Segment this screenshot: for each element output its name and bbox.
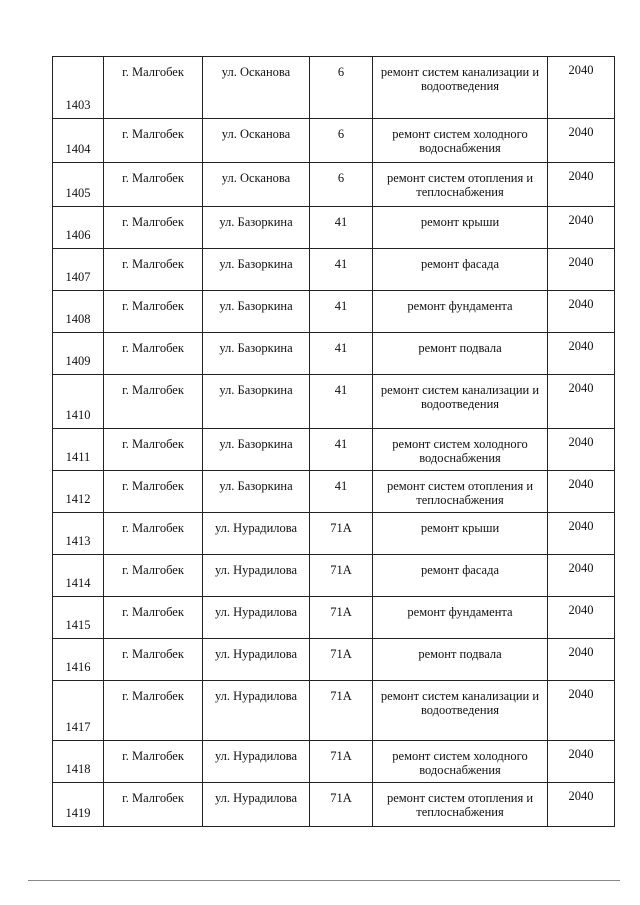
- house-number-cell: 41: [310, 333, 373, 375]
- row-number: 1419: [53, 783, 104, 827]
- planned-year-cell: 2040: [548, 291, 615, 333]
- street-cell: ул. Базоркина: [203, 471, 310, 513]
- city-cell: г. Малгобек: [104, 57, 203, 119]
- planned-year-cell: 2040: [548, 429, 615, 471]
- street-cell: ул. Осканова: [203, 57, 310, 119]
- table-body: [53, 57, 615, 827]
- house-number-cell: 71А: [310, 741, 373, 783]
- row-number: 1408: [53, 291, 104, 333]
- row-number: 1405: [53, 163, 104, 207]
- row-number: 1409: [53, 333, 104, 375]
- street-cell: ул. Базоркина: [203, 375, 310, 429]
- house-number-cell: 41: [310, 207, 373, 249]
- row-number: 1417: [53, 681, 104, 741]
- work-type-cell: ремонт фасада: [373, 555, 548, 597]
- city-cell: г. Малгобек: [104, 471, 203, 513]
- planned-year-cell: 2040: [548, 555, 615, 597]
- house-number-cell: 41: [310, 249, 373, 291]
- work-type-cell: ремонт крыши: [373, 207, 548, 249]
- city-cell: г. Малгобек: [104, 555, 203, 597]
- row-number: 1406: [53, 207, 104, 249]
- table-row: [53, 741, 615, 783]
- row-number: 1412: [53, 471, 104, 513]
- city-cell: г. Малгобек: [104, 333, 203, 375]
- planned-year-cell: 2040: [548, 119, 615, 163]
- work-type-cell: ремонт подвала: [373, 639, 548, 681]
- city-cell: г. Малгобек: [104, 163, 203, 207]
- table-row: [53, 249, 615, 291]
- planned-year-cell: 2040: [548, 249, 615, 291]
- work-type-cell: ремонт фундамента: [373, 597, 548, 639]
- work-type-cell: ремонт систем отопления и теплоснабжения: [373, 783, 548, 827]
- house-number-cell: 6: [310, 163, 373, 207]
- street-cell: ул. Нурадилова: [203, 681, 310, 741]
- work-type-cell: ремонт фундамента: [373, 291, 548, 333]
- street-cell: ул. Нурадилова: [203, 597, 310, 639]
- street-cell: ул. Базоркина: [203, 291, 310, 333]
- row-number: 1407: [53, 249, 104, 291]
- row-number: 1403: [53, 57, 104, 119]
- table-row: [53, 513, 615, 555]
- planned-year-cell: 2040: [548, 597, 615, 639]
- city-cell: г. Малгобек: [104, 783, 203, 827]
- planned-year-cell: 2040: [548, 741, 615, 783]
- row-number: 1411: [53, 429, 104, 471]
- city-cell: г. Малгобек: [104, 513, 203, 555]
- street-cell: ул. Нурадилова: [203, 639, 310, 681]
- row-number: 1416: [53, 639, 104, 681]
- house-number-cell: 41: [310, 291, 373, 333]
- work-type-cell: ремонт подвала: [373, 333, 548, 375]
- street-cell: ул. Осканова: [203, 163, 310, 207]
- planned-year-cell: 2040: [548, 207, 615, 249]
- row-number: 1414: [53, 555, 104, 597]
- row-number: 1413: [53, 513, 104, 555]
- planned-year-cell: 2040: [548, 639, 615, 681]
- house-number-cell: 71А: [310, 597, 373, 639]
- house-number-cell: 71А: [310, 639, 373, 681]
- table-row: [53, 291, 615, 333]
- repair-schedule-table: [52, 56, 615, 827]
- city-cell: г. Малгобек: [104, 681, 203, 741]
- planned-year-cell: 2040: [548, 375, 615, 429]
- work-type-cell: ремонт систем канализации и водоотведения: [373, 57, 548, 119]
- planned-year-cell: 2040: [548, 783, 615, 827]
- house-number-cell: 71А: [310, 513, 373, 555]
- table-row: [53, 783, 615, 827]
- house-number-cell: 41: [310, 375, 373, 429]
- city-cell: г. Малгобек: [104, 375, 203, 429]
- row-number: 1404: [53, 119, 104, 163]
- table-row: [53, 119, 615, 163]
- planned-year-cell: 2040: [548, 57, 615, 119]
- row-number: 1418: [53, 741, 104, 783]
- city-cell: г. Малгобек: [104, 429, 203, 471]
- city-cell: г. Малгобек: [104, 291, 203, 333]
- street-cell: ул. Нурадилова: [203, 783, 310, 827]
- work-type-cell: ремонт крыши: [373, 513, 548, 555]
- table-row: [53, 333, 615, 375]
- city-cell: г. Малгобек: [104, 639, 203, 681]
- table-row: [53, 597, 615, 639]
- house-number-cell: 6: [310, 119, 373, 163]
- table-row: [53, 555, 615, 597]
- bottom-rule: [28, 880, 620, 881]
- table-row: [53, 163, 615, 207]
- street-cell: ул. Нурадилова: [203, 555, 310, 597]
- house-number-cell: 6: [310, 57, 373, 119]
- table-row: [53, 681, 615, 741]
- city-cell: г. Малгобек: [104, 741, 203, 783]
- work-type-cell: ремонт систем холодного водоснабжения: [373, 429, 548, 471]
- work-type-cell: ремонт систем отопления и теплоснабжения: [373, 163, 548, 207]
- house-number-cell: 41: [310, 471, 373, 513]
- street-cell: ул. Нурадилова: [203, 741, 310, 783]
- work-type-cell: ремонт систем канализации и водоотведения: [373, 681, 548, 741]
- house-number-cell: 71А: [310, 681, 373, 741]
- planned-year-cell: 2040: [548, 471, 615, 513]
- planned-year-cell: 2040: [548, 513, 615, 555]
- work-type-cell: ремонт систем отопления и теплоснабжения: [373, 471, 548, 513]
- house-number-cell: 41: [310, 429, 373, 471]
- table-row: [53, 375, 615, 429]
- city-cell: г. Малгобек: [104, 207, 203, 249]
- table-row: [53, 207, 615, 249]
- work-type-cell: ремонт систем холодного водоснабжения: [373, 119, 548, 163]
- planned-year-cell: 2040: [548, 163, 615, 207]
- street-cell: ул. Базоркина: [203, 207, 310, 249]
- table-row: [53, 471, 615, 513]
- planned-year-cell: 2040: [548, 681, 615, 741]
- work-type-cell: ремонт фасада: [373, 249, 548, 291]
- street-cell: ул. Базоркина: [203, 249, 310, 291]
- city-cell: г. Малгобек: [104, 249, 203, 291]
- work-type-cell: ремонт систем холодного водоснабжения: [373, 741, 548, 783]
- work-type-cell: ремонт систем канализации и водоотведения: [373, 375, 548, 429]
- street-cell: ул. Базоркина: [203, 429, 310, 471]
- row-number: 1410: [53, 375, 104, 429]
- street-cell: ул. Осканова: [203, 119, 310, 163]
- row-number: 1415: [53, 597, 104, 639]
- table-row: [53, 639, 615, 681]
- table-row: [53, 57, 615, 119]
- street-cell: ул. Нурадилова: [203, 513, 310, 555]
- street-cell: ул. Базоркина: [203, 333, 310, 375]
- city-cell: г. Малгобек: [104, 119, 203, 163]
- table-row: [53, 429, 615, 471]
- house-number-cell: 71А: [310, 783, 373, 827]
- city-cell: г. Малгобек: [104, 597, 203, 639]
- planned-year-cell: 2040: [548, 333, 615, 375]
- house-number-cell: 71А: [310, 555, 373, 597]
